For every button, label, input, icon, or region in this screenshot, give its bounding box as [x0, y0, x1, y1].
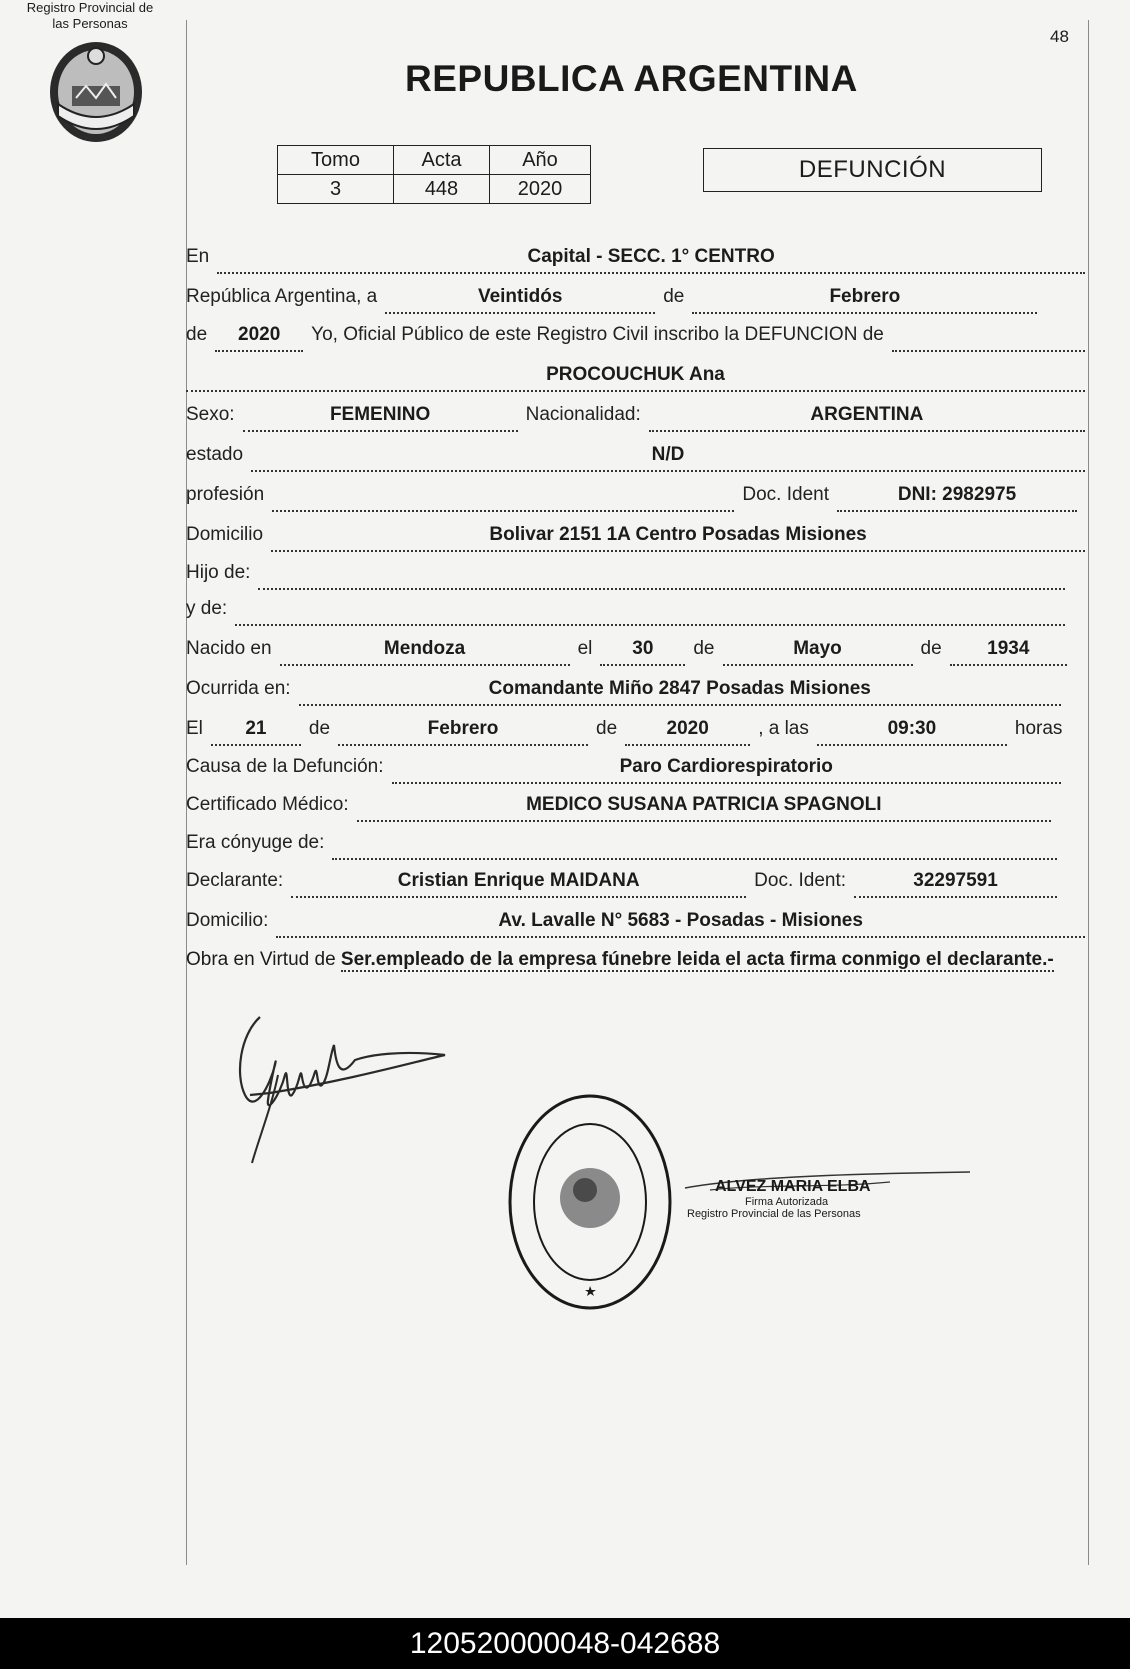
declarant-signature — [230, 1005, 460, 1170]
muerte-anio: 2020 — [625, 716, 750, 746]
anio-value: 2020 — [215, 322, 303, 352]
yde-label: y de: — [186, 598, 228, 619]
declarante-doc-value: 32297591 — [854, 868, 1057, 898]
footer-code: 120520000048-042688 — [0, 1618, 1130, 1669]
row-fecha-muerte — [186, 714, 1085, 746]
en-label: En — [186, 246, 210, 267]
republica-label: República Argentina, a — [186, 286, 378, 307]
conyuge-value — [332, 830, 1057, 860]
header-tomo: Tomo — [278, 146, 394, 175]
nacionalidad-value: ARGENTINA — [649, 402, 1085, 432]
header-anio: Año — [490, 146, 591, 175]
page-title: REPUBLICA ARGENTINA — [405, 58, 858, 99]
domicilio-value: Bolivar 2151 1A Centro Posadas Misiones — [271, 522, 1085, 552]
row-domicilio — [186, 520, 1085, 552]
declarante-value: Cristian Enrique MAIDANA — [291, 868, 746, 898]
document-type-box: DEFUNCIÓN — [703, 148, 1042, 192]
province-seal-logo — [46, 34, 146, 146]
page-number: 48 — [1050, 27, 1069, 46]
de-label-5: de — [308, 718, 331, 739]
doc-ident-label: Doc. Ident — [742, 484, 829, 505]
logo-caption: Registro Provincial de las Personas — [26, 0, 154, 31]
row-profesion — [186, 480, 1085, 512]
mes-value: Febrero — [692, 284, 1037, 314]
declarante-label: Declarante: — [186, 870, 284, 891]
nacido-lugar: Mendoza — [280, 636, 570, 666]
value-acta: 448 — [394, 175, 490, 204]
causa-value: Paro Cardiorespiratorio — [392, 754, 1061, 784]
value-tomo: 3 — [278, 175, 394, 204]
inscribo-text: Yo, Oficial Público de este Registro Civil inscribo la DEFUNCION de — [311, 324, 884, 345]
row-certificado — [186, 790, 1085, 822]
domicilio-label: Domicilio — [186, 524, 264, 545]
domicilio2-label: Domicilio: — [186, 910, 269, 931]
row-y-de — [186, 594, 1085, 626]
estado-value: N/D — [251, 442, 1085, 472]
row-anio — [186, 320, 1085, 352]
official-stamp — [505, 1090, 675, 1315]
sexo-value: FEMENINO — [243, 402, 518, 432]
row-nacido — [186, 634, 1085, 666]
certificado-value: MEDICO SUSANA PATRICIA SPAGNOLI — [357, 792, 1051, 822]
de-label: de — [663, 286, 685, 307]
nacido-label: Nacido en — [186, 638, 272, 659]
ocurrida-value: Comandante Miño 2847 Posadas Misiones — [299, 676, 1061, 706]
sexo-label: Sexo: — [186, 404, 235, 425]
row-fecha — [186, 282, 1085, 314]
row-conyuge — [186, 828, 1085, 860]
nacido-dia: 30 — [600, 636, 685, 666]
horas-label: horas — [1014, 718, 1063, 739]
row-ocurrida — [186, 674, 1085, 706]
row-domicilio-declarante — [186, 906, 1085, 938]
doc-ident-value: DNI: 2982975 — [837, 482, 1077, 512]
el-label: el — [577, 638, 593, 659]
profesion-label: profesión — [186, 484, 265, 505]
signer-name: ALVEZ MARIA ELBA — [715, 1178, 871, 1195]
conyuge-label: Era cónyuge de: — [186, 832, 325, 853]
obra-en-virtud — [186, 946, 1079, 974]
acta-reference-table — [277, 145, 591, 204]
domicilio2-value: Av. Lavalle N° 5683 - Posadas - Misiones — [276, 908, 1085, 938]
value-anio: 2020 — [490, 175, 591, 204]
hora-value: 09:30 — [817, 716, 1007, 746]
nacido-mes: Mayo — [723, 636, 913, 666]
de-label-6: de — [596, 718, 618, 739]
declarante-doc-label: Doc. Ident: — [754, 870, 847, 891]
nacionalidad-label: Nacionalidad: — [525, 404, 641, 425]
row-sexo — [186, 400, 1085, 432]
de-label-3: de — [693, 638, 715, 659]
el2-label: El — [186, 718, 203, 739]
dia-value: Veintidós — [385, 284, 655, 314]
muerte-dia: 21 — [211, 716, 301, 746]
ocurrida-label: Ocurrida en: — [186, 678, 291, 699]
row-en — [186, 242, 1085, 274]
en-value: Capital - SECC. 1° CENTRO — [217, 244, 1085, 274]
estado-label: estado — [186, 444, 244, 465]
row-declarante — [186, 866, 1085, 898]
row-causa — [186, 752, 1085, 784]
certificado-label: Certificado Médico: — [186, 794, 349, 815]
header-acta: Acta — [394, 146, 490, 175]
de-label-4: de — [920, 638, 942, 659]
row-nombre — [186, 360, 1085, 392]
signer-role: Firma Autorizada — [745, 1196, 829, 1208]
yde-value — [235, 596, 1065, 626]
hijo-value — [258, 560, 1065, 590]
row-hijo — [186, 558, 1085, 590]
de-label-2: de — [186, 324, 208, 345]
nombre-value: PROCOUCHUK Ana — [186, 362, 1085, 392]
muerte-mes: Febrero — [338, 716, 588, 746]
inscribo-filler — [892, 322, 1085, 352]
obra-label: Obra en Virtud de — [186, 949, 336, 970]
obra-value: Ser.empleado de la empresa fúnebre leida el acta firma conmigo el declarante.- — [340, 949, 1054, 970]
alas-label: , a las — [758, 718, 809, 739]
profesion-value — [272, 482, 734, 512]
nacido-anio: 1934 — [950, 636, 1067, 666]
authorized-signature-block — [687, 1178, 871, 1220]
right-margin-rule — [1088, 20, 1089, 1565]
causa-label: Causa de la Defunción: — [186, 756, 384, 777]
signer-org: Registro Provincial de las Personas — [687, 1208, 861, 1220]
hijo-label: Hijo de: — [186, 562, 251, 583]
row-estado — [186, 440, 1085, 472]
